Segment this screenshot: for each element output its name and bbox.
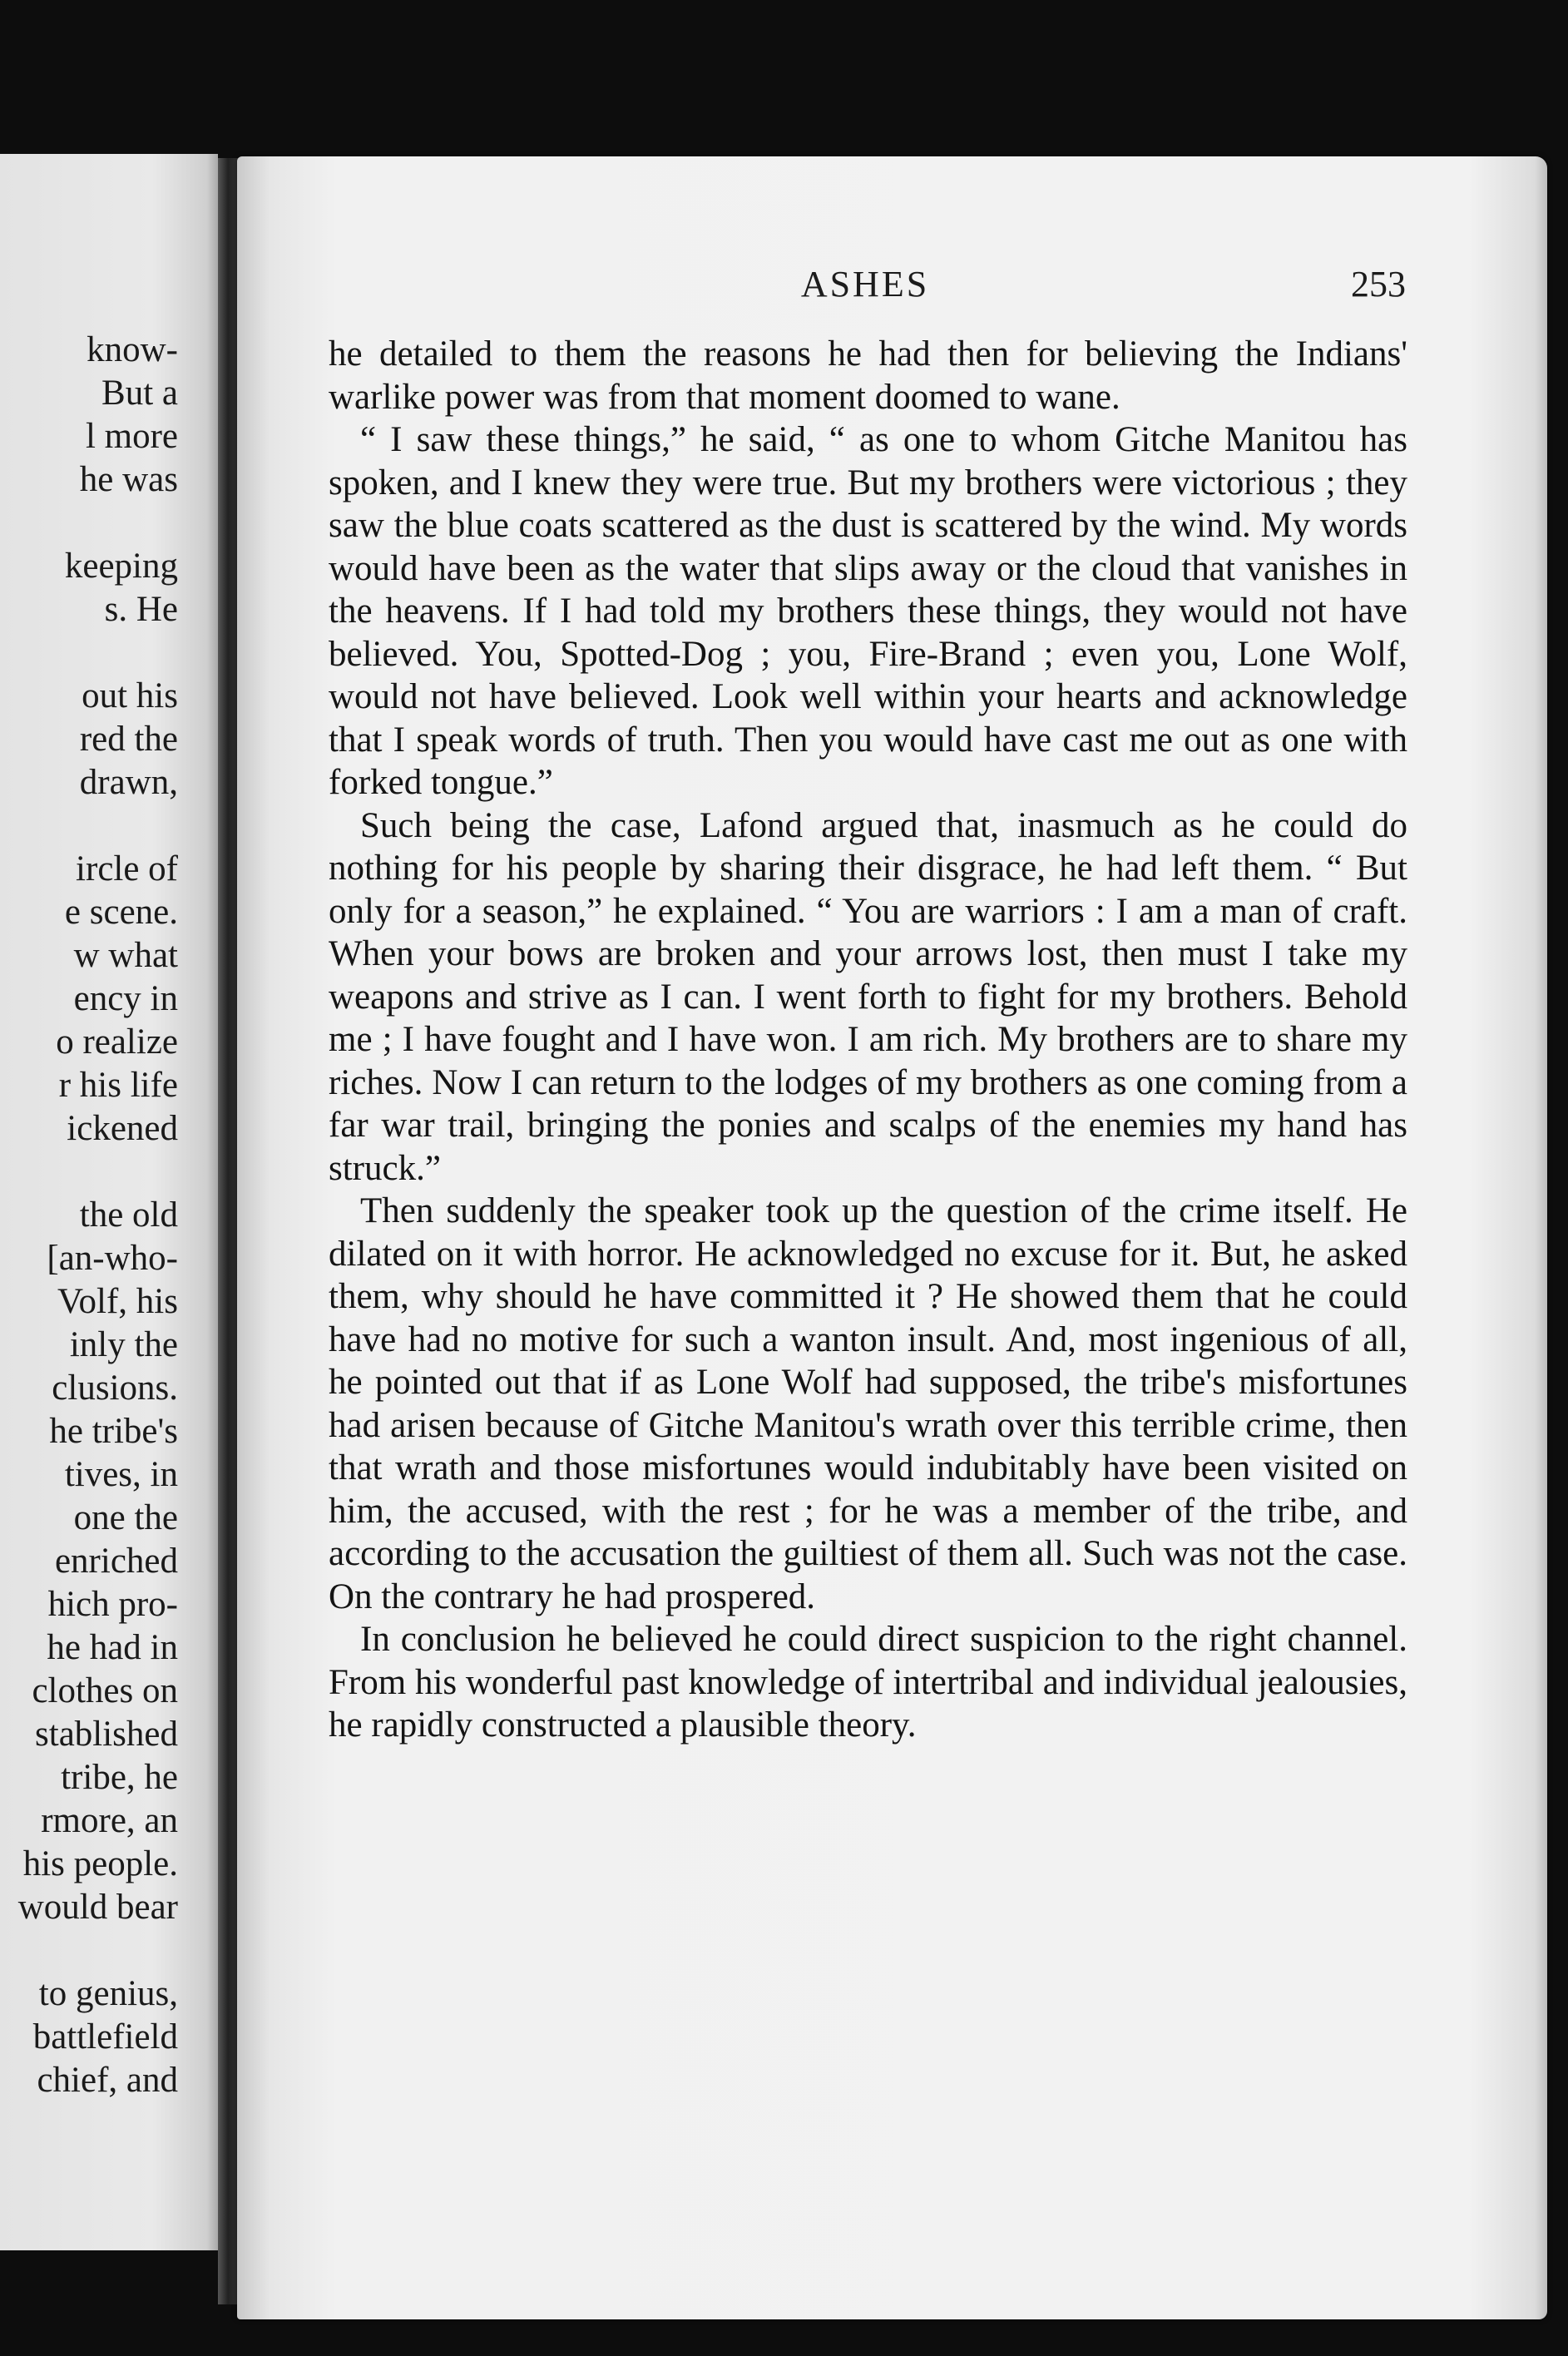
running-head xyxy=(324,263,1406,313)
left-page-line: But a xyxy=(101,374,178,413)
left-page-line: out his xyxy=(82,676,178,715)
left-page-line: would bear xyxy=(17,1888,178,1927)
left-page-line: w what xyxy=(73,936,178,975)
left-page-line: drawn, xyxy=(79,763,178,802)
running-head-title: ASHES xyxy=(800,264,930,304)
left-page-line: to genius, xyxy=(38,1974,178,2013)
paragraph: he detailed to them the reasons he had then for believing the Indians' warlike power was from that moment doomed to wane. xyxy=(329,334,1407,417)
left-page-line: e scene. xyxy=(64,893,178,932)
left-page-line: ickened xyxy=(67,1109,178,1148)
left-page-line: he was xyxy=(79,460,178,499)
left-page-line: rmore, an xyxy=(41,1801,178,1840)
left-page-line: stablished xyxy=(35,1715,178,1754)
left-page-line: s. He xyxy=(104,590,178,629)
left-page-line: inly the xyxy=(69,1325,178,1364)
left-page-line: r his life xyxy=(58,1066,178,1105)
body-text xyxy=(329,333,1407,1747)
left-page-line: hich pro- xyxy=(47,1585,178,1624)
left-page-line: battlefield xyxy=(32,2017,178,2057)
paragraph: Such being the case, Lafond argued that, inasmuch as he could do nothing for his people by sharing their disgrace, he had left them. “ But only for a season,” he explained. “ You are warriors : I am a man of craft. When your bows are broken and your arrows lost, then must I take my weapons and strive as I can. I went forth to fight for my brothers. Behold me ; I have fought and I have won. I am rich. My brothers are to share my riches. Now I can return to the lodges of my brothers as one coming from a far war trail, bringing the ponies and scalps of the enemies my hand has struck.” xyxy=(329,805,1407,1188)
paragraph: Then suddenly the speaker took up the question of the crime itself. He dilated on it with horror. He acknowledged no excuse for it. But, he asked them, why should he have committed it ? He showed them that he could have had no motive for such a wanton insult. And, most ingenious of all, he pointed out that if as Lone Wolf had supposed, the tribe's misfortunes had arisen because of Gitche Manitou's wrath over this terrible crime, then that wrath and those misfortunes would indubitably have been visited on him, the accused, with the rest ; for he was a member of the tribe, and according to the accusation the guiltiest of them all. Such was not the case. On the contrary he had prospered. xyxy=(329,1191,1407,1616)
left-page-line: Volf, his xyxy=(57,1282,178,1321)
left-page-line: know- xyxy=(87,330,178,369)
left-page-line: clusions. xyxy=(52,1369,178,1408)
left-page-line: tribe, he xyxy=(61,1758,178,1797)
page-number: 253 xyxy=(1351,264,1406,304)
left-page-line: tives, in xyxy=(64,1455,178,1494)
paragraph: In conclusion he believed he could direct suspicion to the right channel. From his wonderful past knowledge of intertribal and individual jealousies, he rapidly constructed a plausible theory. xyxy=(329,1620,1407,1745)
left-page-line: he had in xyxy=(47,1628,178,1667)
left-page-fragment xyxy=(0,154,218,2250)
left-page-line: his people. xyxy=(22,1844,178,1883)
left-page-line: ircle of xyxy=(76,849,178,888)
left-page-line: ency in xyxy=(73,979,178,1018)
left-page-line: the old xyxy=(79,1195,178,1235)
left-page-line: he tribe's xyxy=(49,1412,178,1451)
left-page-line: [an-who- xyxy=(47,1239,178,1278)
left-page-line: l more xyxy=(85,417,178,456)
left-page-line: keeping xyxy=(64,547,178,586)
left-page-line: one the xyxy=(73,1498,178,1537)
left-page-line: chief, and xyxy=(37,2061,178,2100)
left-page-line: red the xyxy=(79,720,178,759)
left-page-line: o realize xyxy=(56,1022,178,1062)
left-page-line: enriched xyxy=(54,1542,178,1581)
left-page-line: clothes on xyxy=(32,1671,178,1710)
paragraph: “ I saw these things,” he said, “ as one to whom Gitche Manitou has spoken, and I knew they were true. But my brothers were victorious ; they saw the blue coats scattered as the dust is scattered by the wind. My words would have been as the water that slips away or the cloud that vanishes in the heavens. If I had told my brothers these things, they would not have believed. You, Spotted-Dog ; you, Fire-Brand ; even you, Lone Wolf, would not have believed. Look well within your hearts and acknowledge that I speak words of truth. Then you would have cast me out as one with forked tongue.” xyxy=(329,420,1407,802)
